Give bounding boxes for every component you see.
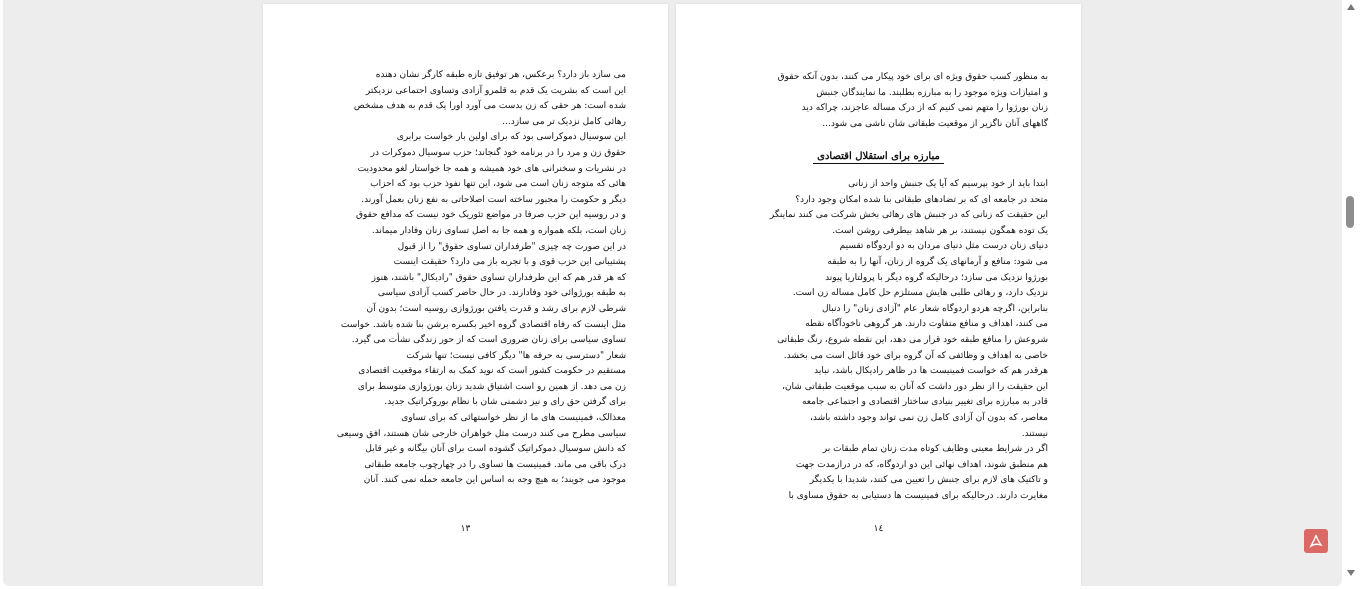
vertical-scrollbar[interactable]	[1342, 0, 1360, 589]
document-page-13	[263, 4, 668, 586]
document-page-14	[676, 4, 1081, 586]
scrollbar-thumb[interactable]	[1346, 196, 1354, 228]
scroll-down-arrow-icon[interactable]	[1347, 570, 1355, 576]
page-13-text: می سازد باز دارد؟ برعکس، هر توفیق تازه طبقه کارگر نشان دهنده این است که بشریت یک قدم به قلمرو آزادی وتساوی اجتماعی نزدیکتر شده است: هر حقی که زن بدست می آورد اورا یک قدم به هدف مشخص رهائی کامل نزدیک تر می سازد... این سوسیال دموکراسی بود که برای اولین بار خواست برابری حقوق زن و مرد را در برنامه خود گنجاند؛ حزب سوسیال دموکرات در در نشریات و سخنرانی های خود همیشه و همه جا خواستار لغو محدودیت هائی که متوجه زنان است می شود، این تنها نفوذ حزب بود که احزاب دیگر و حکومت را مجبور ساخته است اصلاحاتی به نفع زنان بعمل آورند. و در روسیه این حزب صرفا در مواضع تئوریک خود نیست که مدافع حقوق زنان است، بلکه همواره و همه جا به اصل تساوی زنان وفادار میماند. در این صورت چه چیزی "طرفداران تساوی حقوق" را از قبول پشتیبانی این حزب قوی و با تجربه باز می دارد؟ حقیقت اینست که هر قدر هم که این طرفداران تساوی حقوق "رادیکال" باشند، هنوز به طبقه بورژوائی خود وفادارند. در حال حاضر کسب آزادی سیاسی شرطی لازم برای رشد و قدرت یافتن بورژوازی روسیه است؛ بدون آن مثل اینست که رفاه اقتصادی گروه اخیر بکسره برشن بنا شده باشد. خواست تساوی سیاسی برای زنان ضروری است که از حور زندگی نشأت می گیرد. شعار "دسترسی به حرفه ها" دیگر کافی نیست؛ تنها شرکت مستقیم در حکومت کشور است که نوید کمک به ارتقاء موقعیت اقتصادی زن می دهد. از همین رو است اشتیاق شدید زنان بورژوازی متوسط برای برای گرفتن حق رای و نیز دشمنی شان با نظام بوروکراتیک جدید. معذالک، فمینیست های ما از نظر خواستهائی که برای تساوی سیاسی مطرح می کنند درست مثل خواهران خارجی شان هستند، افق وسیعی که دانش سوسیال دموکراتیک گشوده است برای آنان بیگانه و غیر قابل درک باقی می ماند. فمینیست ها تساوی را در چهارچوب جامعه طبقاتی موجود می جویند؛ به هیچ وجه به اساس این جامعه حمله نمی کنند. آنان	[336, 70, 626, 486]
pdf-icon	[1308, 533, 1324, 549]
scroll-up-arrow-icon[interactable]	[1347, 4, 1355, 10]
pdf-button[interactable]	[1304, 529, 1328, 553]
page-number: ١٤	[873, 524, 884, 534]
section-heading-text: مبارزه برای استقلال اقتصادی	[813, 151, 944, 164]
page-number: ١٣	[460, 524, 471, 534]
section-heading	[676, 144, 1081, 163]
document-viewer	[3, 0, 1342, 586]
page-14-text-bottom: ابتدا باید از خود بپرسیم که آیا یک جنبش واحد از زنانی متحد در جامعه ای که بر تضادهای طبقاتی بنا شده امکان وجود دارد؟ این حقیقت که زنانی که در جنبش های رهائی بخش شرکت می کنند نماینگر یک توده همگون نیستند، بر هر شاهد بیطرفی روشن است. دنیای زنان درست مثل دنیای مردان به دو اردوگاه تقسیم می شود: منافع و آرمانهای یک گروه از زنان، آنها را به طبقه بورژوا نزدیک می سازد؛ درحالیکه گروه دیگر با پرولتاریا پیوند نزدیک دارد، و رهائی طلبی هایش مستلزم حل کامل مساله زن است. بنابراین، اگرچه هردو اردوگاه شعار عام "آزادی زنان" را دنبال می کنند، اهداف و منافع متفاوت دارند. هر گروهی ناخودآگاه نقطه شروعش را منافع طبقه خود قرار می دهد، این نقطه شروع، رنگ طبقاتی خاصی به اهداف و وظائفی که آن گروه برای خود قائل است می بخشد. هرقدر هم که خواست فمینیست ها در ظاهر رادیکال باشد، نباید این حقیقت را از نظر دور داشت که آنان به سبب موقعیت طبقاتی شان، قادر به مبارزه برای تغییر بنیادی ساختار اقتصادی و اجتماعی جامعه معاصر، که بدون آن آزادی کامل زن نمی تواند وجود داشته باشد، نیستند. اگر در شرایط معینی وظایف کوتاه مدت زنان تمام طبقات بر هم منطبق شوند، اهداف نهائی این دو اردوگاه، که در درازمدت جهت و تاکتیک های لازم برای جنبش را تعیین می کنند، شدیدا با یکدیگر مغایرت دارند. درحالیکه برای فمینیست ها دستیابی به حقوق مساوی با	[769, 179, 1048, 501]
page-14-text-top: به منظور کسب حقوق ویژه ای برای خود پیکار می کنند، بدون آنکه حقوق و امتیازات ویژه موجود را به مبارزه بطلبند. ما نمایندگان جنبش زنان بورژوا را متهم نمی کنیم که از درک مساله عاجزند، چراکه دید گاههای آنان ناگزیر از موقعیت طبقاتی شان ناشی می شود...	[777, 72, 1048, 129]
